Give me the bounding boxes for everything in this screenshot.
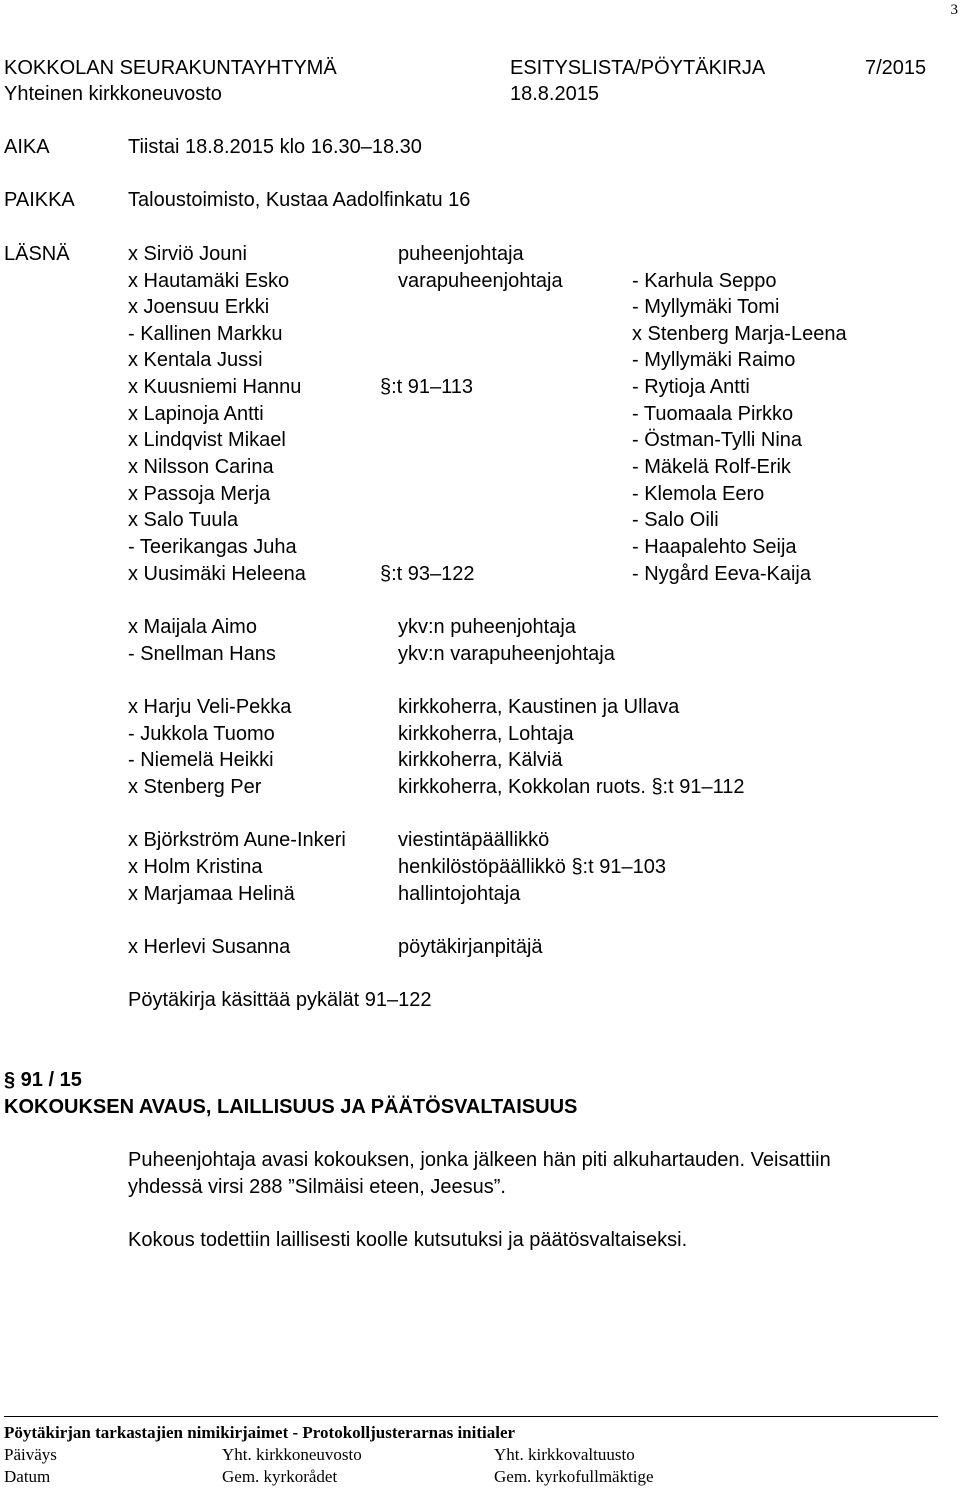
attendee-role: henkilöstöpäällikkö §:t 91–103 xyxy=(398,856,666,878)
minutes-scope: Pöytäkirja käsittää pykälät 91–122 xyxy=(128,989,432,1011)
attendee-role: §:t 91–113 xyxy=(380,376,474,398)
secretary-role: pöytäkirjanpitäjä xyxy=(398,936,543,958)
attendee-deputy: - Klemola Eero xyxy=(632,483,765,505)
attendee-member: x Sirviö Jouni xyxy=(128,243,247,265)
attendee-deputy: - Haapalehto Seija xyxy=(632,536,797,558)
attendee-deputy: - Myllymäki Tomi xyxy=(632,296,780,318)
paikka-label: PAIKKA xyxy=(4,189,75,211)
lasna-label: LÄSNÄ xyxy=(4,243,70,265)
footer-assembly-fi: Yht. kirkkovaltuusto xyxy=(494,1445,635,1464)
attendee-role: kirkkoherra, Kaustinen ja Ullava xyxy=(398,696,680,718)
attendee-deputy: - Tuomaala Pirkko xyxy=(632,403,794,425)
section-number: § 91 / 15 xyxy=(4,1069,82,1091)
attendee-deputy: - Nygård Eeva-Kaija xyxy=(632,563,811,585)
attendee-role: ykv:n puheenjohtaja xyxy=(398,616,576,638)
footer-date-fi: Päiväys xyxy=(4,1445,57,1464)
page-number: 3 xyxy=(950,2,958,18)
attendee-member: x Passoja Merja xyxy=(128,483,271,505)
attendee-member: - Kallinen Markku xyxy=(128,323,283,345)
attendee-deputy: - Karhula Seppo xyxy=(632,270,777,292)
footer-council-sv: Gem. kyrkorådet xyxy=(222,1467,338,1486)
paikka-value: Taloustoimisto, Kustaa Aadolfinkatu 16 xyxy=(128,189,471,211)
attendee-member: - Snellman Hans xyxy=(128,643,276,665)
attendee-member: x Maijala Aimo xyxy=(128,616,257,638)
header-org: KOKKOLAN SEURAKUNTAYHTYMÄ xyxy=(4,57,337,79)
attendee-member: - Teerikangas Juha xyxy=(128,536,297,558)
attendee-role: puheenjohtaja xyxy=(398,243,524,265)
attendee-member: x Holm Kristina xyxy=(128,856,263,878)
footer-rule xyxy=(4,1416,938,1417)
attendee-member: x Lindqvist Mikael xyxy=(128,429,286,451)
attendee-member: x Kuusniemi Hannu xyxy=(128,376,302,398)
attendee-member: - Jukkola Tuomo xyxy=(128,723,275,745)
footer-council-fi: Yht. kirkkoneuvosto xyxy=(222,1445,362,1464)
header-doc-number: 7/2015 xyxy=(865,57,927,79)
attendee-deputy: - Salo Oili xyxy=(632,509,719,531)
footer-title: Pöytäkirjan tarkastajien nimikirjaimet - Protokolljusterarnas initialer xyxy=(4,1423,516,1442)
attendee-role: hallintojohtaja xyxy=(398,883,521,905)
attendee-member: x Uusimäki Heleena xyxy=(128,563,306,585)
paragraph-line: yhdessä virsi 288 ”Silmäisi eteen, Jeesus”. xyxy=(128,1176,506,1198)
attendee-member: x Lapinoja Antti xyxy=(128,403,264,425)
header-body: Yhteinen kirkkoneuvosto xyxy=(4,83,222,105)
attendee-role: kirkkoherra, Lohtaja xyxy=(398,723,574,745)
attendee-member: x Hautamäki Esko xyxy=(128,270,290,292)
attendee-member: x Kentala Jussi xyxy=(128,349,263,371)
footer-assembly-sv: Gem. kyrkofullmäktige xyxy=(494,1467,654,1486)
attendee-deputy: - Myllymäki Raimo xyxy=(632,349,796,371)
attendee-deputy: - Mäkelä Rolf-Erik xyxy=(632,456,791,478)
secretary-member: x Herlevi Susanna xyxy=(128,936,291,958)
attendee-deputy: - Rytioja Antti xyxy=(632,376,750,398)
attendee-role: ykv:n varapuheenjohtaja xyxy=(398,643,615,665)
aika-label: AIKA xyxy=(4,136,50,158)
attendee-member: x Salo Tuula xyxy=(128,509,239,531)
header-doc-type: ESITYSLISTA/PÖYTÄKIRJA xyxy=(510,57,766,79)
attendee-member: x Marjamaa Helinä xyxy=(128,883,295,905)
paragraph-line: Puheenjohtaja avasi kokouksen, jonka jälkeen hän piti alkuhartauden. Veisattiin xyxy=(128,1149,831,1171)
attendee-role: kirkkoherra, Kälviä xyxy=(398,749,563,771)
section-title: KOKOUKSEN AVAUS, LAILLISUUS JA PÄÄTÖSVALTAISUUS xyxy=(4,1096,578,1118)
attendee-member: x Joensuu Erkki xyxy=(128,296,270,318)
header-date: 18.8.2015 xyxy=(510,83,599,105)
attendee-role: kirkkoherra, Kokkolan ruots. §:t 91–112 xyxy=(398,776,745,798)
paragraph-line: Kokous todettiin laillisesti koolle kutsutuksi ja päätösvaltaiseksi. xyxy=(128,1229,688,1251)
footer-date-sv: Datum xyxy=(4,1467,51,1486)
attendee-deputy: - Östman-Tylli Nina xyxy=(632,429,803,451)
attendee-role: viestintäpäällikkö xyxy=(398,829,550,851)
attendee-role: §:t 93–122 xyxy=(380,563,475,585)
attendee-member: x Nilsson Carina xyxy=(128,456,274,478)
aika-value: Tiistai 18.8.2015 klo 16.30–18.30 xyxy=(128,136,422,158)
attendee-member: - Niemelä Heikki xyxy=(128,749,274,771)
attendee-member: x Harju Veli-Pekka xyxy=(128,696,292,718)
attendee-member: x Stenberg Per xyxy=(128,776,262,798)
attendee-deputy: x Stenberg Marja-Leena xyxy=(632,323,847,345)
attendee-member: x Björkström Aune-Inkeri xyxy=(128,829,346,851)
attendee-role: varapuheenjohtaja xyxy=(398,270,563,292)
